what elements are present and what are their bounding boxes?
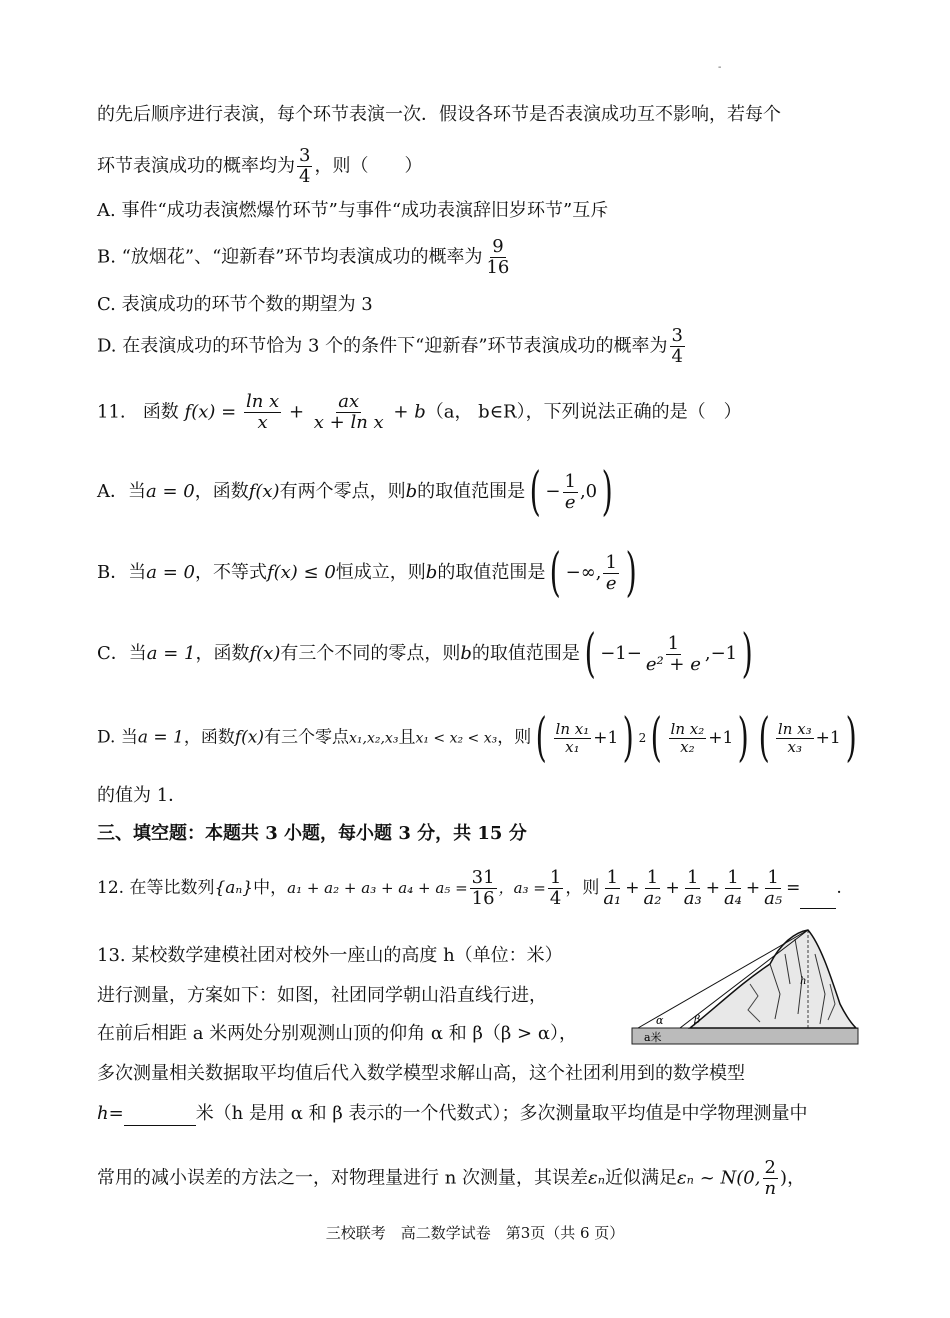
q10-option-d: D. 在表演成功的环节恰为 3 个的条件下“迎新春”环节表演成功的概率为 $\frac{3}{4}$ xyxy=(97,325,683,367)
fraction-3-4: $\frac{3}{4}$ xyxy=(299,145,311,187)
intro-line-2: 环节表演成功的概率均为 $\frac{3}{4}$ ，则（ ） xyxy=(97,145,423,187)
q10-option-a: A. 事件“成功表演燃爆竹环节”与事件“成功表演辞旧岁环节”互斥 xyxy=(97,200,609,221)
q10-option-c: C. 表演成功的环节个数的期望为 3 xyxy=(97,294,373,315)
page-footer: 三校联考 高二数学试卷 第3页（共 6 页） xyxy=(325,1224,625,1242)
beta-label: β xyxy=(694,1013,701,1026)
section-heading: 三、填空题：本题共 3 小题，每小题 3 分，共 15 分 xyxy=(97,823,527,844)
q11-option-a: A．当a = 0，函数f(x)有两个零点，则b的取值范围是 ( − $\frac{1}{e}$ ,0 ) xyxy=(97,462,613,522)
q13-line-4: 多次测量相关数据取平均值后代入数学模型求解山高，这个社团利用到的数学模型 xyxy=(97,1063,745,1084)
distance-label: a米 xyxy=(644,1031,662,1044)
q11-stem: 11. 函数 f(x) = $\frac{\text{ln x}}{x}$ + $\frac{ax}{\text{x + ln x}}$ + b（a， b∈R），下列说法正确的是（ ） xyxy=(97,391,742,433)
q13-line-2: 进行测量，方案如下：如图，社团同学朝山沿直线行进， xyxy=(97,985,547,1006)
q12-stem: 12. 在等比数列{aₙ}中，a₁ + a₂ + a₃ + a₄ + a₅ = $\frac{31}{16}$ ，a₃ = $\frac{1}{4}$ ，则 $\frac{1}{\text{a₁}}$ + $\frac{1}{\text{a₂}}$ + $\frac{1}{\text{a₃}}$ + $\frac{1}{\text{a₄}}$ + $\frac{1}{\text{a₅}}$ = . xyxy=(97,867,842,909)
q12-answer-blank xyxy=(800,890,836,909)
intro-line-1: 的先后顺序进行表演，每个环节表演一次．假设各环节是否表演成功互不影响，若每个 xyxy=(97,104,781,125)
q11-option-d: D. 当a = 1，函数f(x)有三个零点x₁,x₂,x₃且x₁ < x₂ < x₃，则 ( $\frac{\text{ln x₁}}{\text{x₁}}$ +1 ) 2 ( $\frac{\text{ln x₂}}{\text{x₂}}$ +1 ) ( $\frac{\text{ln x₃}}{\text{x₃}}$ +1 ) xyxy=(97,708,857,768)
q13-line-5: h= 米（h 是用 α 和 β 表示的一个代数式）；多次测量取平均值是中学物理测量中 xyxy=(97,1103,808,1124)
q13-line-6: 常用的减小误差的方法之一，对物理量进行 n 次测量，其误差εₙ近似满足εₙ ~ N(0, $\frac{2}{n}$ )， xyxy=(97,1157,806,1199)
q13-line-1: 13. 某校数学建模社团对校外一座山的高度 h（单位：米） xyxy=(97,945,563,966)
alpha-label: α xyxy=(656,1014,664,1027)
q11-option-d-end: 的值为 1． xyxy=(97,785,187,806)
page-mark: - xyxy=(718,62,722,73)
mountain-figure xyxy=(630,924,860,1046)
q13-line-3: 在前后相距 a 米两处分别观测山顶的仰角 α 和 β（β > α）， xyxy=(97,1023,577,1044)
height-label: h xyxy=(800,976,807,987)
q11-option-c: C．当a = 1，函数f(x)有三个不同的零点，则b的取值范围是 ( −1− $\frac{1}{\text{e² + e}}$ ,−1 ) xyxy=(97,624,753,684)
q10-option-b: B. “放烟花”、“迎新春”环节均表演成功的概率为 $\frac{9}{16}$ xyxy=(97,236,510,278)
q13-answer-blank xyxy=(124,1107,196,1126)
q11-option-b: B．当a = 0，不等式f(x) ≤ 0恒成立，则b的取值范围是 ( −∞, $\frac{1}{e}$ ) xyxy=(97,543,637,603)
